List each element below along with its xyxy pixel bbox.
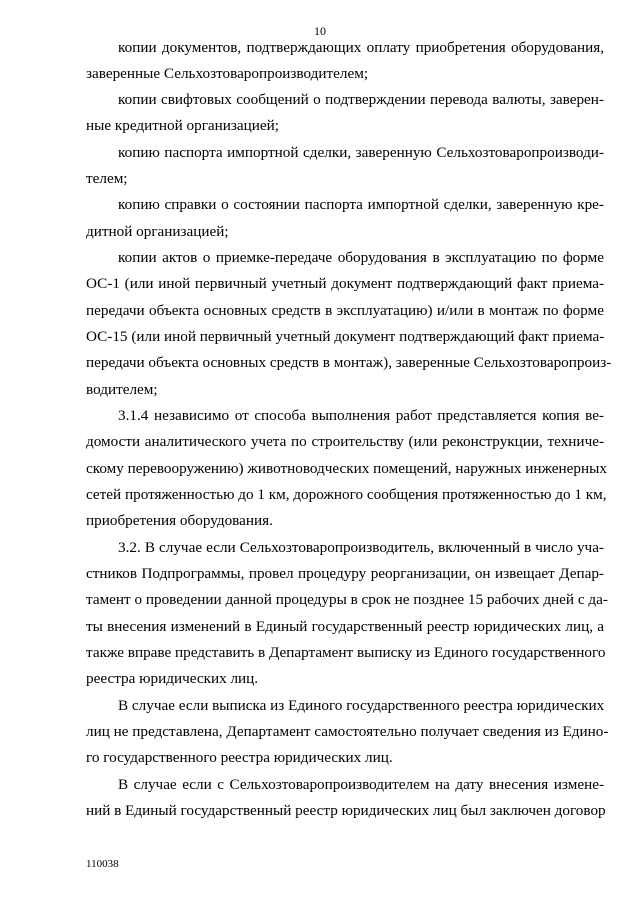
text-line: В случае если с Сельхозтоваропроизводителем на дату внесения измене- bbox=[118, 776, 604, 793]
text-line: копию паспорта импортной сделки, заверенную Сельхозтоваропроизводи- bbox=[118, 144, 604, 161]
text-line: ты внесения изменений в Единый государственный реестр юридических лиц, а bbox=[86, 618, 604, 635]
text-line: водителем; bbox=[86, 381, 158, 398]
text-line: телем; bbox=[86, 170, 128, 187]
document-code: 110038 bbox=[86, 858, 119, 870]
text-line: дитной организацией; bbox=[86, 223, 229, 240]
text-line: домости аналитического учета по строительству (или реконструкции, техниче- bbox=[86, 433, 604, 450]
text-line: передачи объекта основных средств в эксплуатацию) и/или в монтаж по форме bbox=[86, 302, 604, 319]
text-line: скому перевооружению) животноводческих помещений, наружных инженерных bbox=[86, 460, 607, 477]
text-line: ОС-1 (или иной первичный учетный документ подтверждающий факт приема- bbox=[86, 275, 604, 292]
text-line: также вправе представить в Департамент выписку из Единого государственного bbox=[86, 644, 606, 661]
text-line: копию справки о состоянии паспорта импортной сделки, заверенную кре- bbox=[118, 196, 604, 213]
text-line: 3.1.4 независимо от способа выполнения работ представляется копия ве- bbox=[118, 407, 604, 424]
text-line: стников Подпрограммы, провел процедуру реорганизации, он извещает Депар- bbox=[86, 565, 604, 582]
text-line: копии актов о приемке-передаче оборудования в эксплуатацию по форме bbox=[118, 249, 604, 266]
text-line: ОС-15 (или иной первичный учетный документ подтверждающий факт приема- bbox=[86, 328, 605, 345]
text-line: сетей протяженностью до 1 км, дорожного сообщения протяженностью до 1 км, bbox=[86, 486, 607, 503]
text-line: лиц не представлена, Департамент самостоятельно получает сведения из Едино- bbox=[86, 723, 609, 740]
text-line: тамент о проведении данной процедуры в срок не позднее 15 рабочих дней с да- bbox=[86, 591, 608, 608]
text-line: заверенные Сельхозтоваропроизводителем; bbox=[86, 65, 369, 82]
text-line: реестра юридических лиц. bbox=[86, 670, 259, 687]
text-line: 3.2. В случае если Сельхозтоваропроизводитель, включенный в число уча- bbox=[118, 539, 604, 556]
text-line: В случае если выписка из Единого государственного реестра юридических bbox=[118, 697, 605, 714]
text-line: копии документов, подтверждающих оплату приобретения оборудования, bbox=[118, 39, 604, 56]
text-line: передачи объекта основных средств в монтаж), заверенные Сельхозтоваропроиз- bbox=[86, 354, 612, 371]
text-line: копии свифтовых сообщений о подтверждении перевода валюты, заверен- bbox=[118, 91, 604, 108]
page-number: 10 bbox=[314, 24, 326, 38]
text-line: го государственного реестра юридических лиц. bbox=[86, 749, 393, 766]
text-line: ний в Единый государственный реестр юридических лиц был заключен договор bbox=[86, 802, 606, 819]
text-line: ные кредитной организацией; bbox=[86, 117, 280, 134]
text-line: приобретения оборудования. bbox=[86, 512, 273, 529]
